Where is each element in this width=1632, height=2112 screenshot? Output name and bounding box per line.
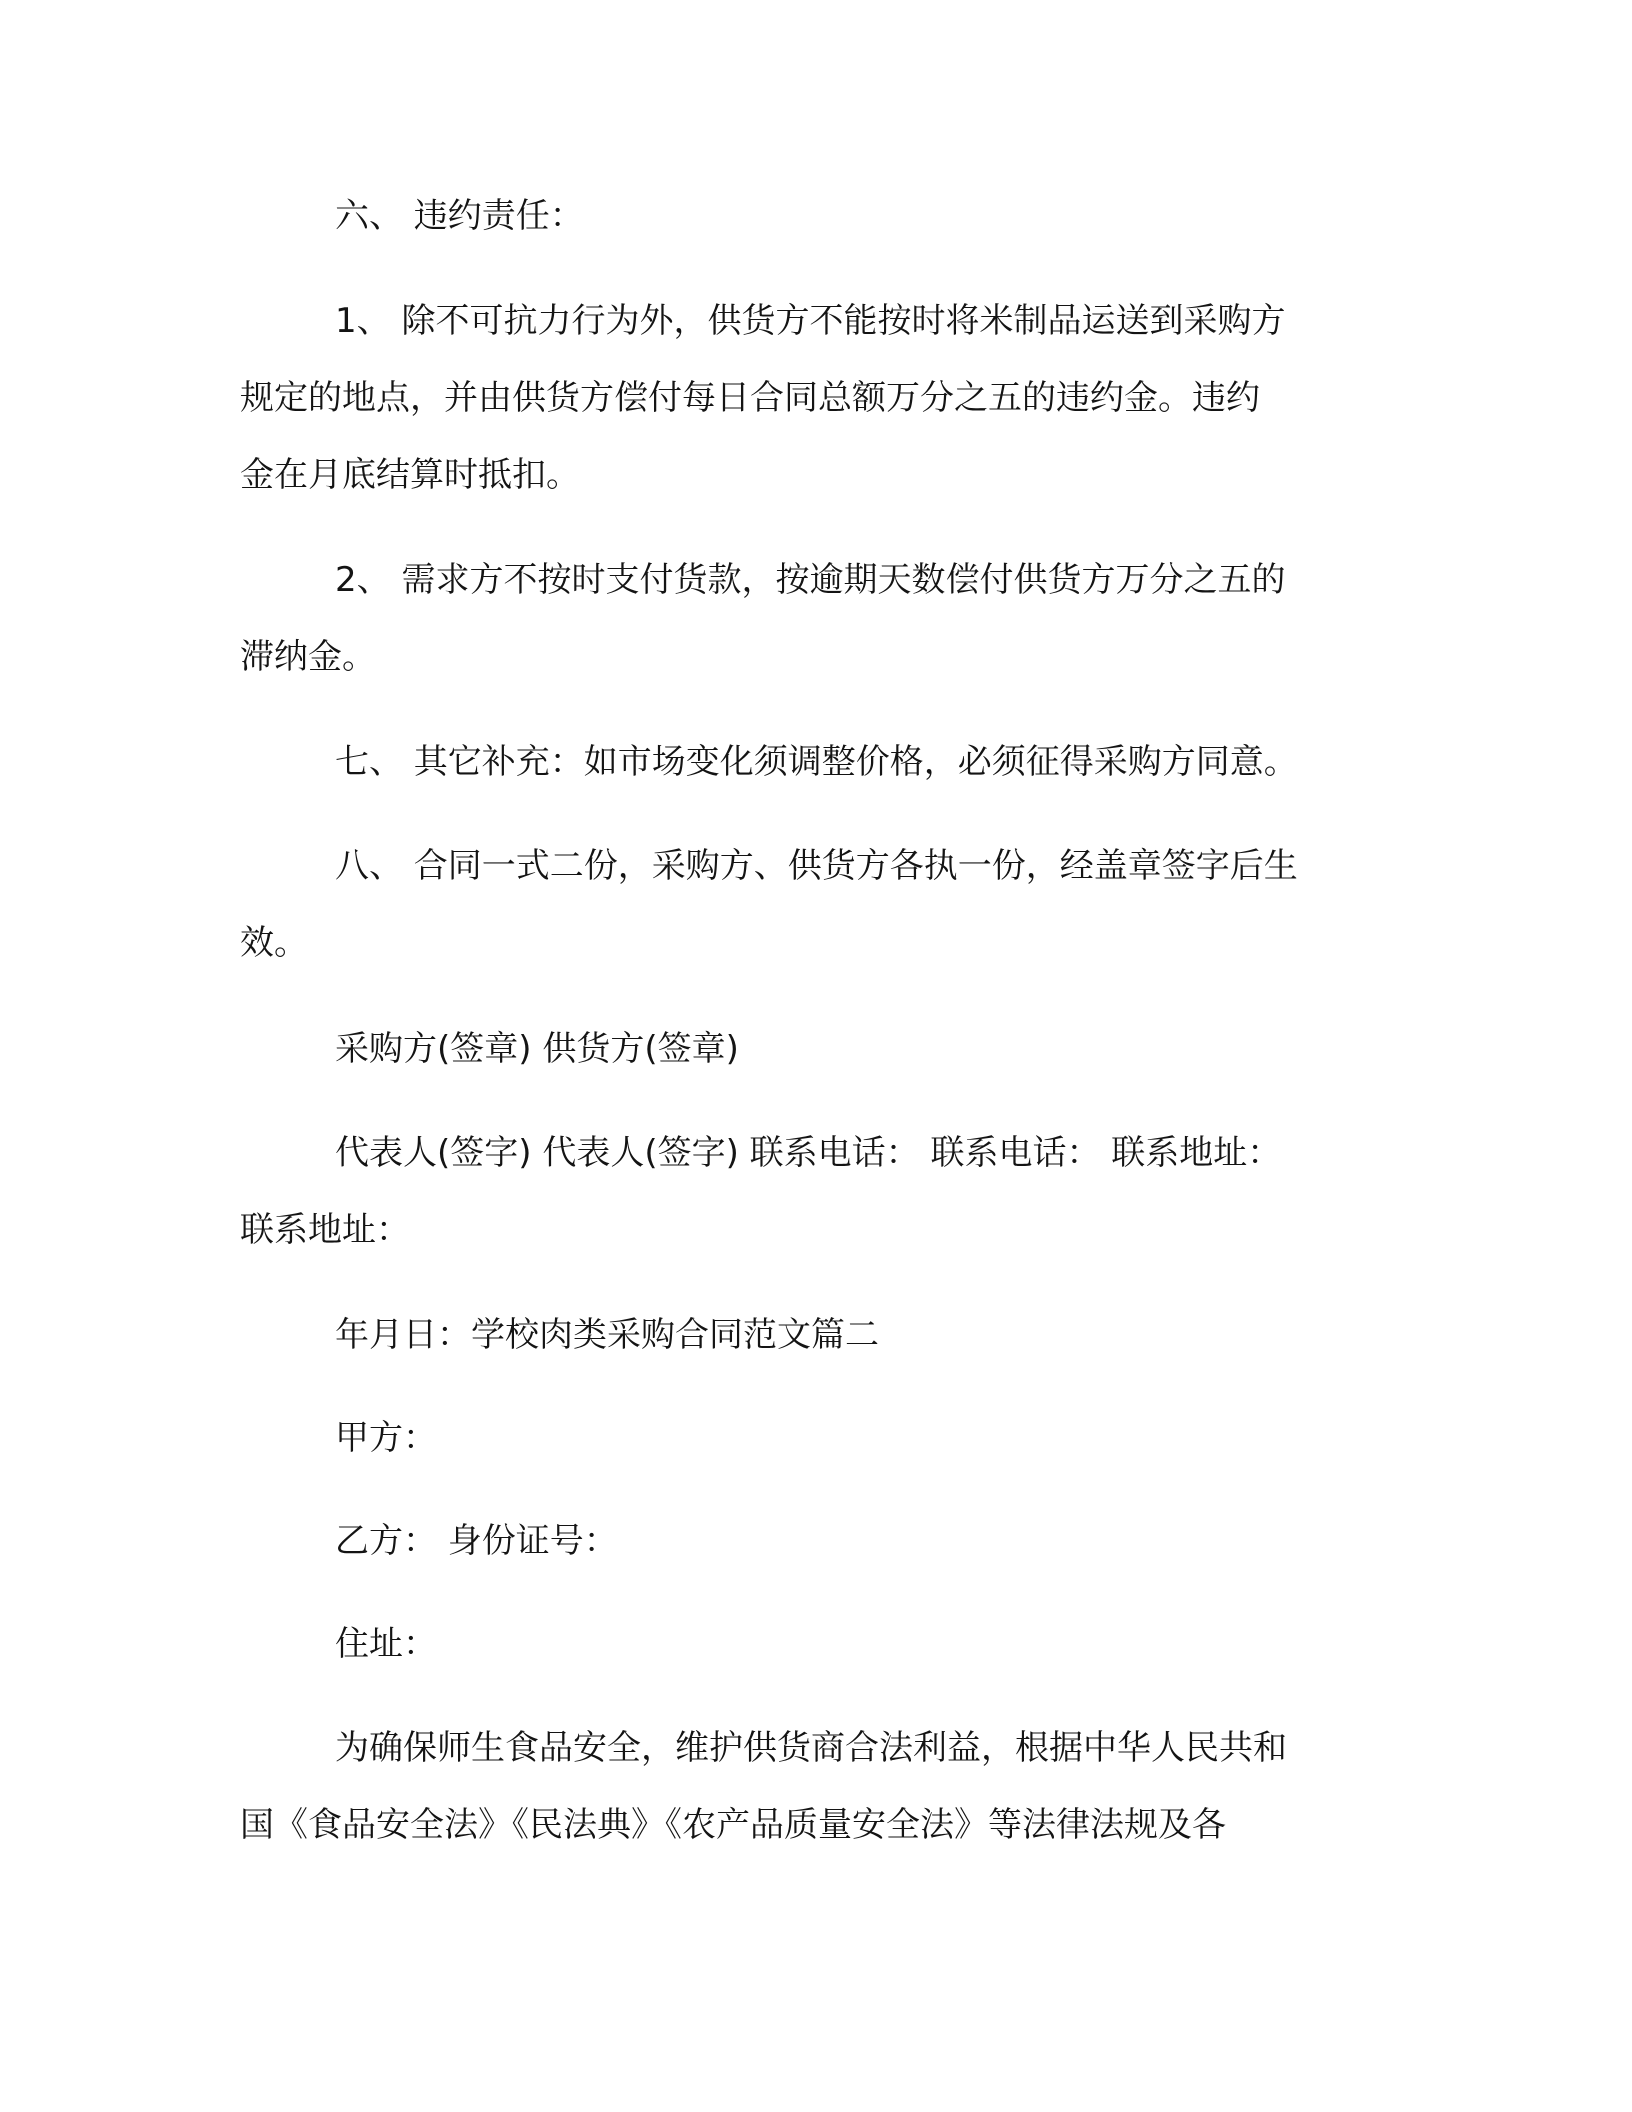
text-line: 七、 其它补充：如市场变化须调整价格，必须征得采购方同意。 bbox=[335, 742, 1298, 782]
text-line: 年月日：学校肉类采购合同范文篇二 bbox=[335, 1315, 879, 1355]
text-line: 六、 违约责任： bbox=[335, 196, 584, 236]
text-line: 联系地址： bbox=[240, 1210, 410, 1250]
text-line: 八、 合同一式二份，采购方、供货方各执一份，经盖章签字后生 bbox=[335, 846, 1298, 886]
text-line: 规定的地点，并由供货方偿付每日合同总额万分之五的违约金。违约 bbox=[240, 378, 1260, 418]
text-line: 效。 bbox=[240, 923, 308, 963]
preamble bbox=[240, 1710, 1400, 1864]
text-line: 2、 需求方不按时支付货款，按逾期天数偿付供货方万分之五的 bbox=[335, 560, 1286, 600]
text-line: 滞纳金。 bbox=[240, 637, 376, 677]
party-a bbox=[240, 1400, 1400, 1477]
party-b bbox=[240, 1503, 1400, 1580]
representative-contacts bbox=[240, 1115, 1400, 1269]
signature-parties bbox=[240, 1011, 1400, 1088]
text-line: 代表人(签字) 代表人(签字) 联系电话： 联系电话： 联系地址： bbox=[335, 1133, 1282, 1173]
clause-6-2 bbox=[240, 542, 1400, 696]
clause-6-1 bbox=[240, 283, 1400, 514]
section-6-heading bbox=[240, 178, 1400, 255]
text-line: 乙方： 身份证号： bbox=[335, 1521, 618, 1561]
text-line: 国《食品安全法》《民法典》《农产品质量安全法》等法律法规及各 bbox=[240, 1805, 1226, 1845]
section-7 bbox=[240, 724, 1400, 801]
text-line: 住址： bbox=[335, 1624, 437, 1664]
section-8 bbox=[240, 828, 1400, 982]
date-and-title bbox=[240, 1297, 1400, 1374]
text-line: 1、 除不可抗力行为外，供货方不能按时将米制品运送到采购方 bbox=[335, 301, 1286, 341]
text-line: 采购方(签章) 供货方(签章) bbox=[335, 1029, 739, 1069]
text-line: 甲方： bbox=[335, 1418, 437, 1458]
text-line: 金在月底结算时抵扣。 bbox=[240, 455, 580, 495]
address bbox=[240, 1606, 1400, 1683]
text-line: 为确保师生食品安全，维护供货商合法利益，根据中华人民共和 bbox=[335, 1728, 1287, 1768]
